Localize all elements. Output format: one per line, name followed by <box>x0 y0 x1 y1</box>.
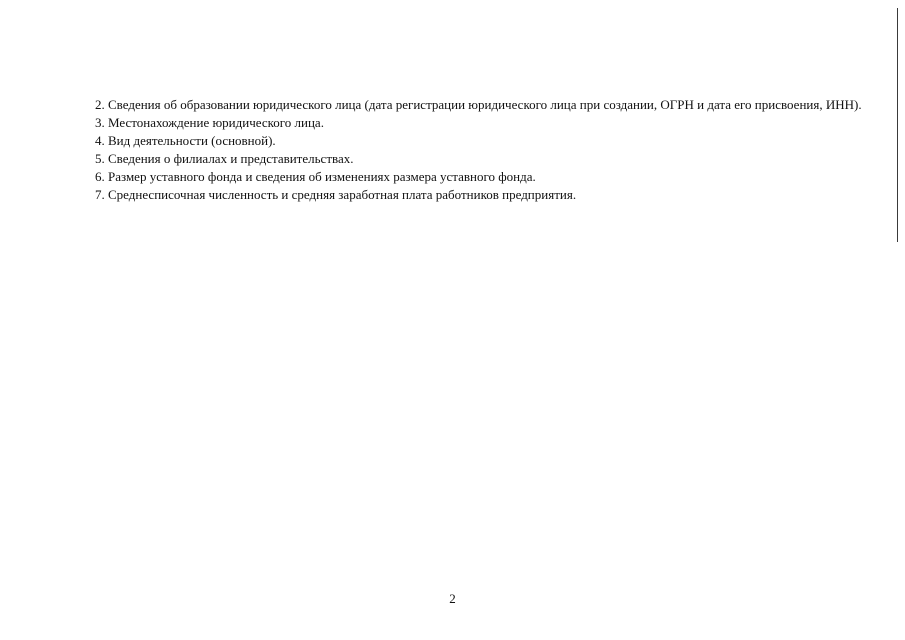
list-item: 7. Среднесписочная численность и средняя заработная плата работников предприятия. <box>95 187 577 202</box>
scan-edge-line <box>897 8 898 242</box>
document-body <box>85 96 865 204</box>
list-item: 3. Местонахождение юридического лица. <box>95 115 324 130</box>
list-item: 4. Вид деятельности (основной). <box>95 133 276 148</box>
list-item: 6. Размер уставного фонда и сведения об изменениях размера уставного фонда. <box>95 169 536 184</box>
list-item: 2. Сведения об образовании юридического лица (дата регистрации юридического лица при создании, ОГРН и дата его присвоения, ИНН). <box>95 97 862 112</box>
list-item: 5. Сведения о филиалах и представительствах. <box>95 151 354 166</box>
page-number: 2 <box>449 591 456 606</box>
